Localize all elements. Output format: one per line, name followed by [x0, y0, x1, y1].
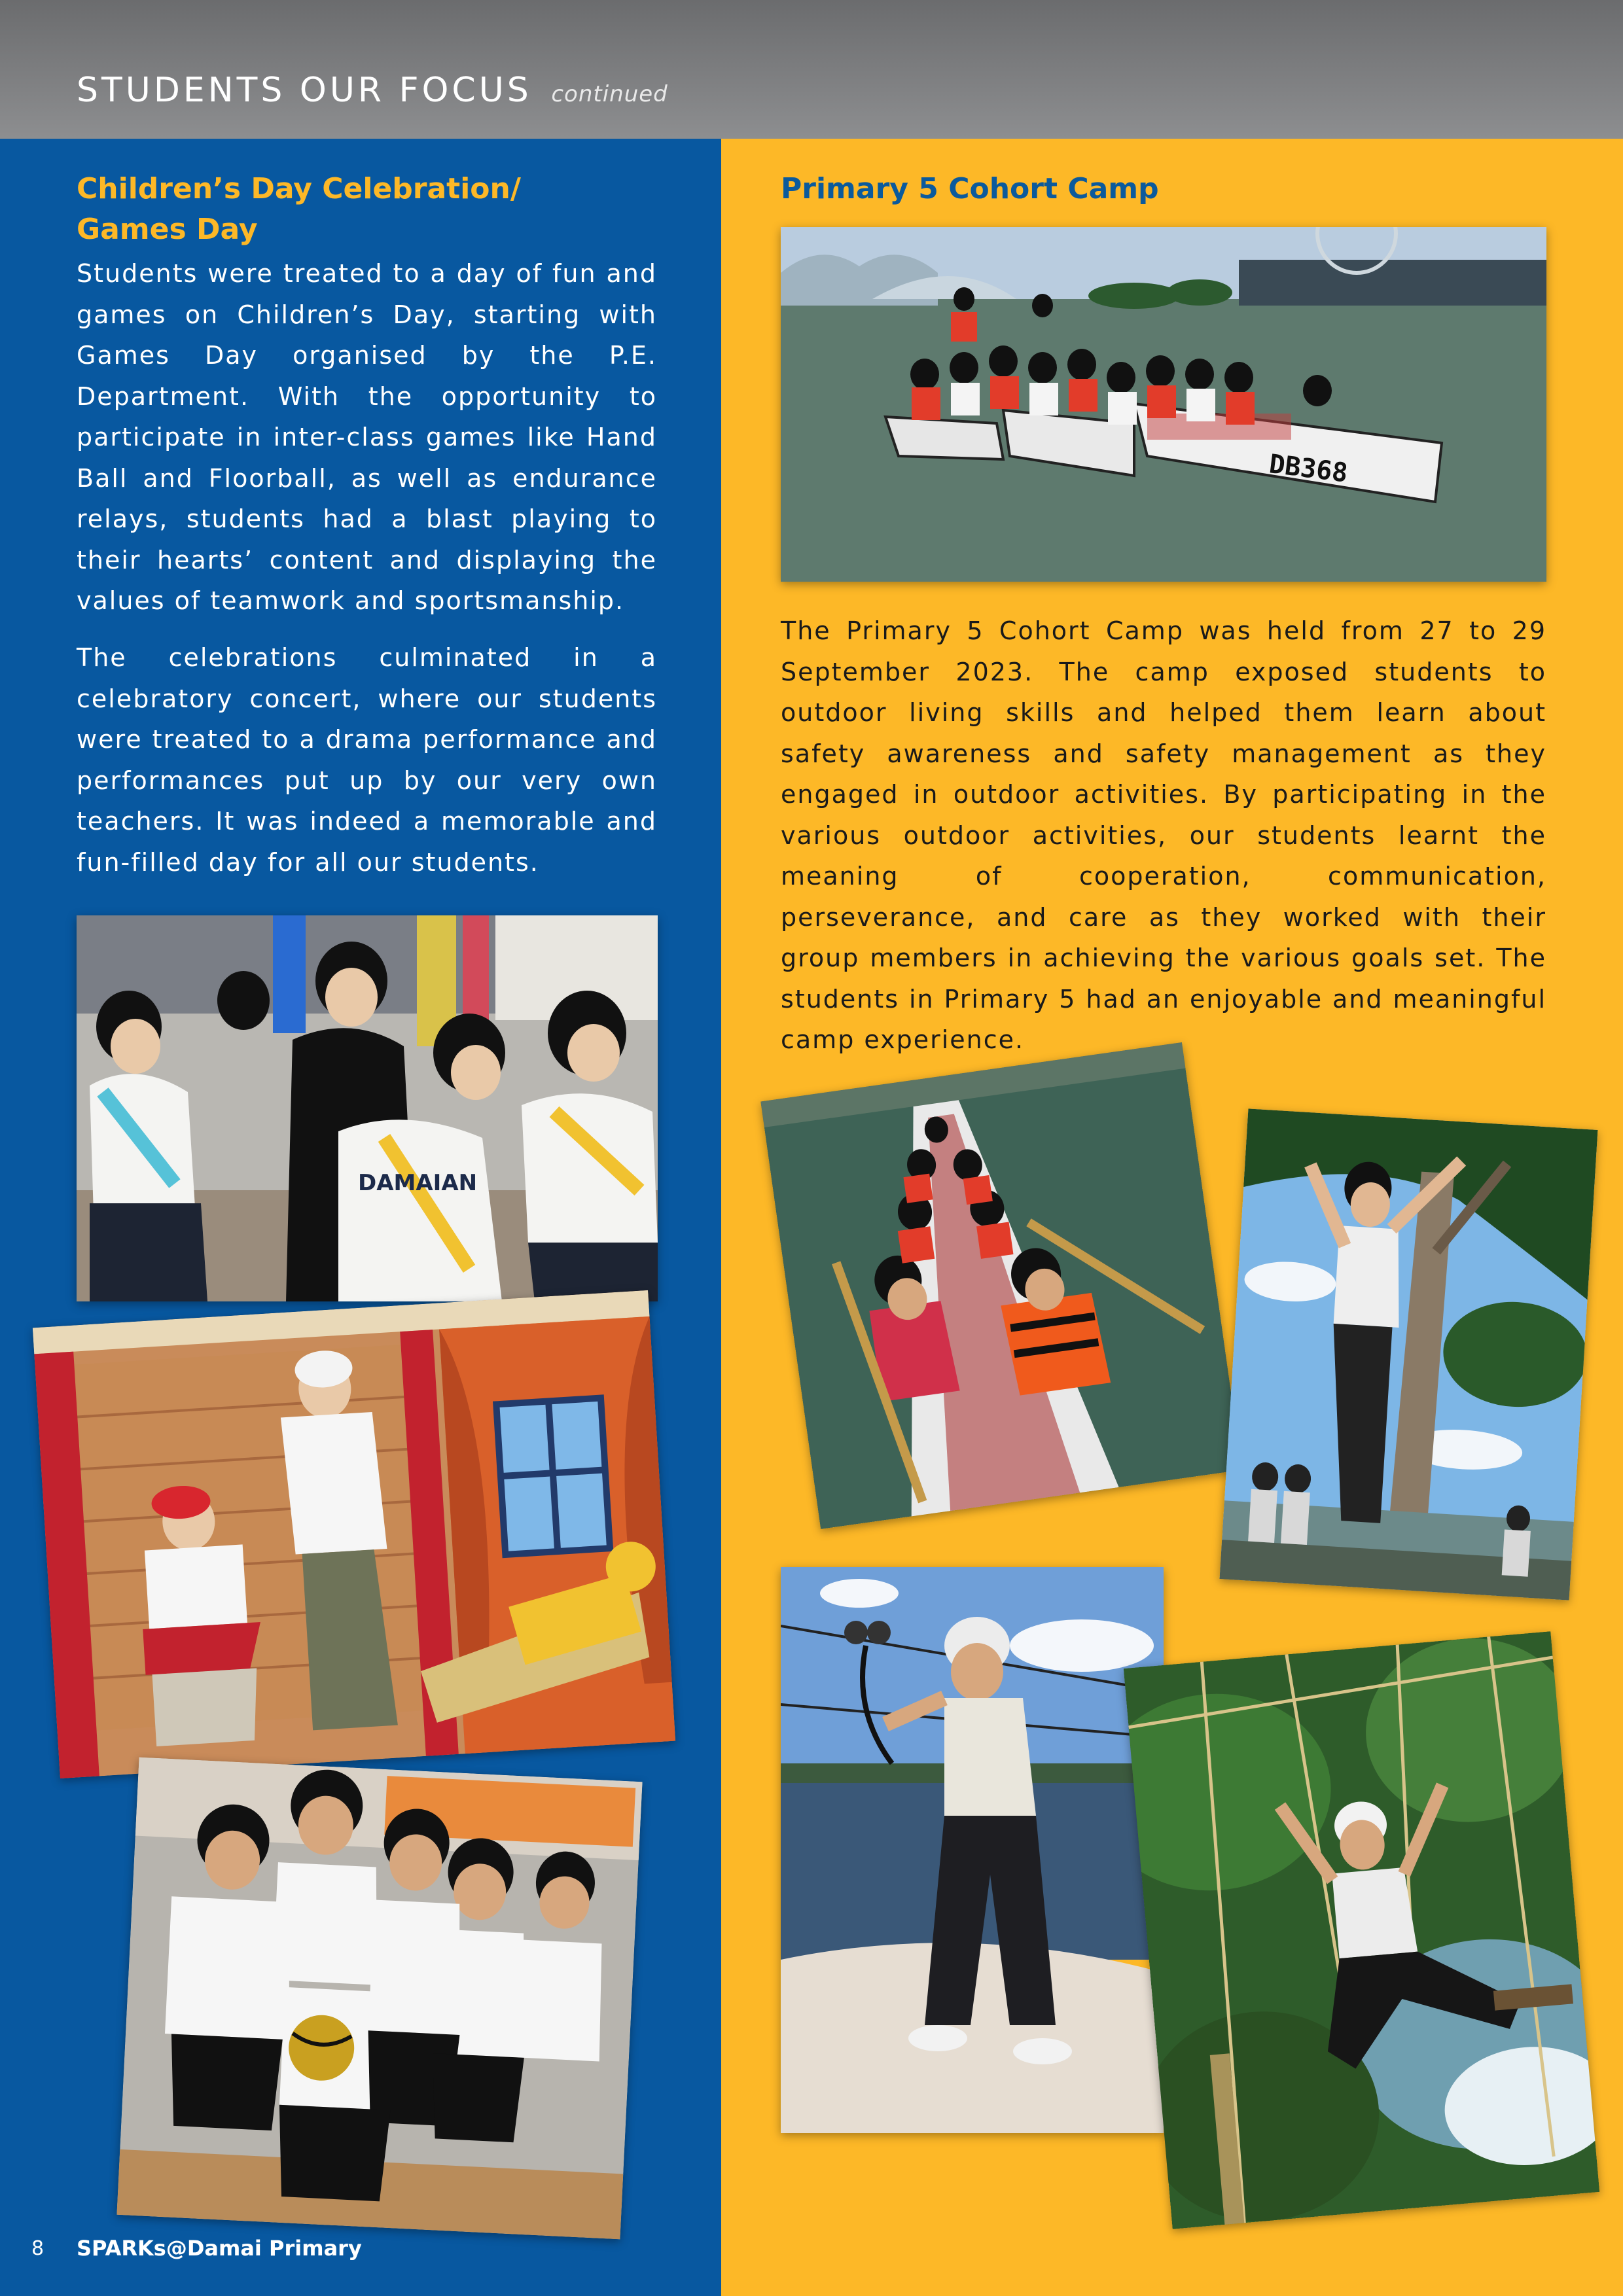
paddling-photo — [760, 1042, 1242, 1529]
publication-brand: SPARKs@Damai Primary — [77, 2236, 362, 2261]
childrens-day-paragraph-2: The celebrations culminated in a celebratory concert, where our students were treated to a drama performance and performances put up by our very own teachers. It was indeed a memorable and fun-filled day for all our students. — [77, 643, 657, 877]
section-title-text: STUDENTS OUR FOCUS — [77, 71, 532, 110]
games-day-shirt-text: DAMAIAN — [358, 1170, 478, 1196]
drama-performance-photo — [33, 1290, 675, 1778]
page-number: 8 — [31, 2237, 45, 2260]
students-game-photo — [116, 1757, 642, 2240]
childrens-day-heading — [77, 169, 666, 250]
section-title — [77, 71, 668, 110]
cohort-camp-paragraph: The Primary 5 Cohort Camp was held from 27 to 29 September 2023. The camp exposed students to outdoor living skills and helped them learn about safety awareness and safety management as they engaged in outdoor activities. By participating in the various outdoor activities, our students learnt the meaning of cooperation, communication, perseverance, and care as they worked with their group members in achieving the various goals set. The students in Primary 5 had an enjoyable and meaningful camp experience. — [781, 616, 1546, 1054]
childrens-day-paragraph-1: Students were treated to a day of fun and games on Children’s Day, starting with Games Day organised by the P.E. Department. With the opportunity to participate in inter-class games like Hand Ball and Floorball, as well as endurance relays, students had a blast playing to their hearts’ content and displaying the values of teamwork and sportsmanship. — [77, 259, 657, 615]
childrens-day-heading-line1: Children’s Day Celebration/ — [77, 172, 521, 205]
zipline-photo — [781, 1567, 1164, 2133]
header-band — [0, 0, 1623, 139]
cohort-camp-heading: Primary 5 Cohort Camp — [781, 172, 1159, 205]
dragon-boats-photo — [781, 227, 1546, 582]
childrens-day-heading-line2: Games Day — [77, 213, 258, 246]
climbing-photo — [1220, 1108, 1598, 1600]
section-subtitle: continued — [551, 81, 668, 107]
boat-number-text: DB368 — [1267, 449, 1349, 489]
games-day-photo — [77, 915, 658, 1301]
ropes-course-photo — [1124, 1631, 1599, 2229]
